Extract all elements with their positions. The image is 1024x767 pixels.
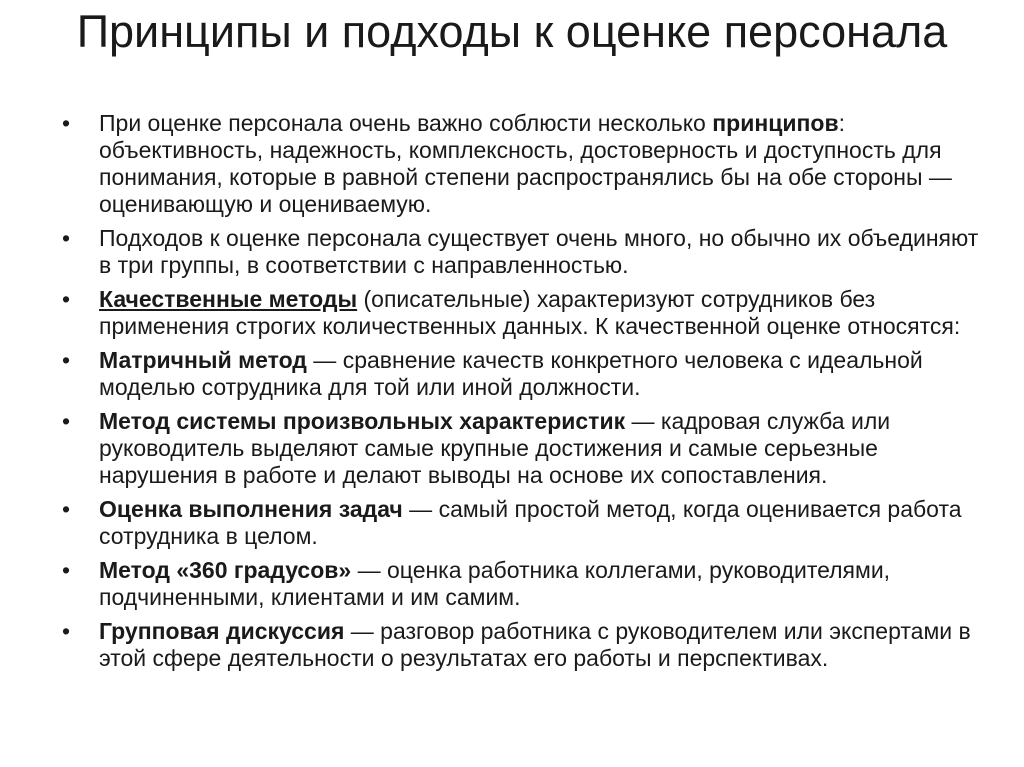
bullet-text-cont: — сравнение качеств конкретного человека с идеальной моделью сотрудника для той или иной должности.: [99, 347, 923, 400]
slide-title: Принципы и подходы к оценке персонала: [76, 6, 948, 57]
bullet-matrix-method: [62, 347, 992, 401]
bullet-text-cont: — оценка работника коллегами, руководителями, подчиненными, клиентами и им самим.: [99, 557, 891, 610]
bullet-arbitrary-characteristics: [62, 408, 992, 489]
bullet-list: [62, 110, 992, 679]
bullet-principles: [62, 110, 992, 218]
bullet-bold-term: Метод системы произвольных характеристик: [99, 408, 626, 434]
bullet-text-cont: : объективность, надежность, комплексность, достоверность и доступность для понимания, которые в равной степени распространялись бы на обе стороны — оценивающую и оцениваемую.: [99, 110, 952, 217]
bullet-bold-term: Матричный метод: [99, 347, 307, 373]
bullet-dot-icon: •: [62, 618, 71, 644]
bullet-text-cont: (описательные) характеризуют сотрудников без применения строгих количественных данных. К качественной оценке относятся:: [99, 286, 961, 339]
bullet-task-evaluation: [62, 496, 992, 550]
bullet-underlined-term: Качественные методы: [99, 286, 358, 312]
bullet-qualitative-methods: [62, 286, 992, 340]
bullet-360-method: [62, 557, 992, 611]
bullet-dot-icon: •: [62, 408, 71, 434]
bullet-bold-term: Оценка выполнения задач: [99, 496, 403, 522]
bullet-dot-icon: •: [62, 110, 71, 136]
bullet-text: При оценке персонала очень важно соблюсти несколько: [99, 110, 713, 136]
bullet-approaches: [62, 225, 992, 279]
bullet-dot-icon: •: [62, 496, 71, 522]
bullet-text-cont: — разговор работника с руководителем или экспертами в этой сфере деятельности о результатах его работы и перспективах.: [99, 618, 971, 671]
bullet-dot-icon: •: [62, 225, 71, 251]
bullet-text-cont: — кадровая служба или руководитель выделяют самые крупные достижения и самые серьезные нарушения в работе и делают выводы на основе их сопоставления.: [99, 408, 891, 488]
bullet-text-cont: — самый простой метод, когда оценивается работа сотрудника в целом.: [99, 496, 962, 549]
bullet-group-discussion: [62, 618, 992, 672]
bullet-bold-term: принципов: [712, 110, 839, 136]
bullet-bold-term: Групповая дискуссия: [99, 618, 345, 644]
bullet-dot-icon: •: [62, 286, 71, 312]
bullet-text: Подходов к оценке персонала существует очень много, но обычно их объединяют в три группы, в соответствии с направленностью.: [99, 225, 979, 278]
bullet-dot-icon: •: [62, 557, 71, 583]
bullet-dot-icon: •: [62, 347, 71, 373]
bullet-bold-term: Метод «360 градусов»: [99, 557, 352, 583]
